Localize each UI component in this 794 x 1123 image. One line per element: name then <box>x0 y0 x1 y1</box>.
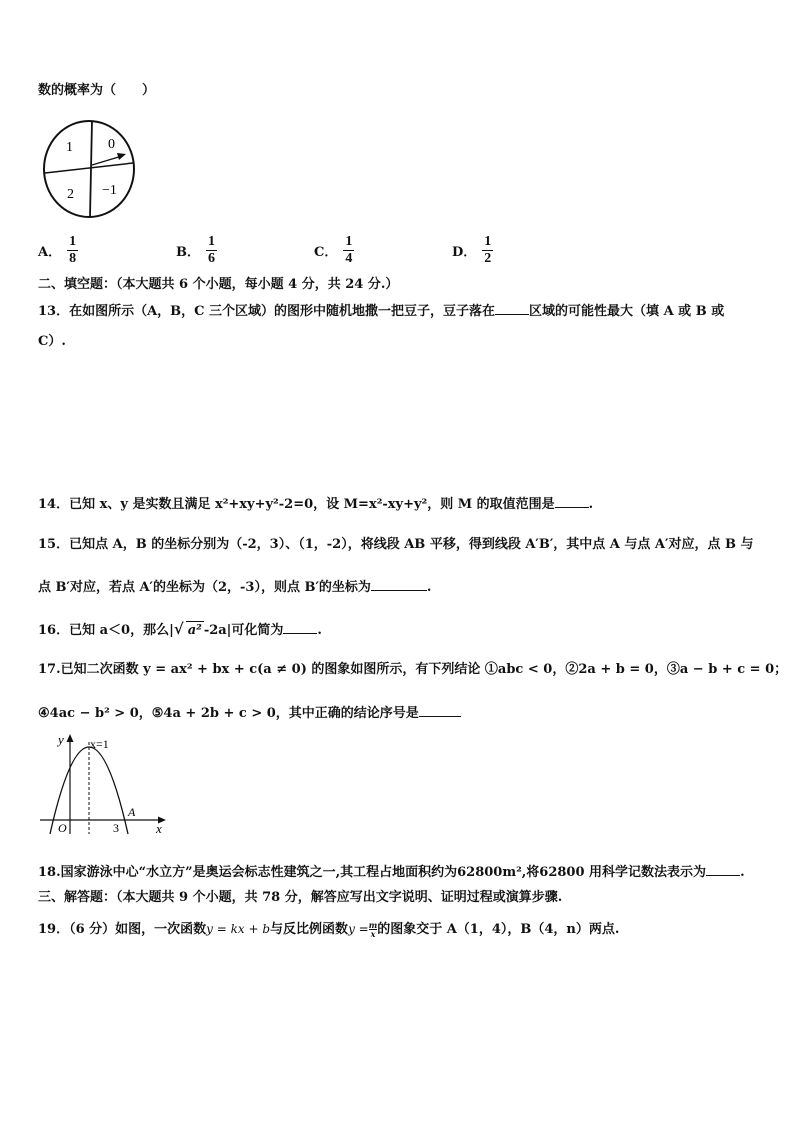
choice-c-letter: C． <box>314 245 338 260</box>
choice-a[interactable] <box>38 234 78 267</box>
spinner-label-2: 2 <box>67 187 74 202</box>
choice-a-letter: A． <box>38 245 62 260</box>
q19-text: 19．（6 分）如图，一次函数y = kx + b与反比例函数y = $\frac{m}{x}$ 的图象交于 A（1，4），B（4，n）两点. <box>38 920 620 939</box>
q17-line1: 17.已知二次函数 y = ax² + bx + c(a ≠ 0) 的图象如图所示，有下列结论 ①abc < 0，②2a + b = 0，③a − b + c = 0； <box>38 662 788 677</box>
q18-blank[interactable] <box>706 863 740 876</box>
q14-text: 14．已知 x、y 是实数且满足 x²+xy+y²-2=0，设 M=x²-xy+y²，则 M 的取值范围是 . <box>38 497 594 512</box>
section3-heading: 三、解答题：（本大题共 9 个小题，共 78 分，解答应写出文字说明、证明过程或演算步骤. <box>38 890 563 905</box>
q12-text: 数的概率为（ ） <box>38 83 156 98</box>
parabola-figure <box>36 730 170 838</box>
parabola-x-label: x <box>156 821 162 836</box>
choice-d-letter: D． <box>452 245 477 260</box>
parabola-tick-3: 3 <box>113 821 119 835</box>
choice-d-fraction: $\frac{1}{2}$ <box>484 234 492 266</box>
choice-c-fraction: $\frac{1}{4}$ <box>345 234 353 266</box>
choice-b[interactable] <box>176 234 217 267</box>
q13-line2: C）. <box>38 334 66 349</box>
q19-inverse-y: y = <box>348 922 369 936</box>
q19-inverse-fraction: $\frac{m}{x}$ <box>368 920 378 939</box>
spinner-figure <box>40 118 140 222</box>
choice-c[interactable] <box>314 234 354 267</box>
q15-blank[interactable] <box>371 578 427 591</box>
q16-sqrt-content: a² <box>187 623 202 638</box>
q17-line2: ④4ac − b² > 0，⑤4a + 2b + c > 0，其中正确的结论序号是 <box>38 704 461 723</box>
q16-blank[interactable] <box>283 621 317 634</box>
q14-blank[interactable] <box>555 495 589 508</box>
q16-text: 16．已知 a＜0，那么|√ a² -2a|可化简为 . <box>38 620 322 638</box>
spinner-label-0: 0 <box>108 137 115 152</box>
section2-heading: 二、填空题：（本大题共 6 个小题，每小题 4 分，共 24 分.） <box>38 277 399 292</box>
choice-d[interactable] <box>452 234 493 267</box>
choice-b-letter: B． <box>176 245 200 260</box>
parabola-y-label: y <box>58 732 64 747</box>
q19-linear-function: y = kx + b <box>206 922 271 936</box>
q16-sqrt-sign: √ <box>173 620 184 638</box>
spinner-label-neg1: −1 <box>102 183 117 198</box>
choice-b-fraction: $\frac{1}{6}$ <box>208 234 215 266</box>
q13-blank[interactable] <box>495 302 529 315</box>
q15-line2: 点 B′对应，若点 A′的坐标为（2，-3），则点 B′的坐标为 . <box>38 580 432 595</box>
parabola-point-a: A <box>128 805 136 819</box>
parabola-axis-label: x=1 <box>90 737 109 751</box>
q18-text: 18.国家游泳中心“水立方”是奥运会标志性建筑之一,其工程占地面积约为62800m²,将62800 用科学记数法表示为 . <box>38 865 745 880</box>
q13-line1: 13．在如图所示（A，B，C 三个区域）的图形中随机地撒一把豆子，豆子落在 区域的可能性最大（填 A 或 B 或 <box>38 304 725 319</box>
choice-a-fraction: $\frac{1}{8}$ <box>69 234 77 266</box>
q15-line1: 15．已知点 A，B 的坐标分别为（-2，3）、（1，-2），将线段 AB 平移，得到线段 A′B′，其中点 A 与点 A′对应，点 B 与 <box>38 537 754 552</box>
q17-blank[interactable] <box>419 704 461 717</box>
spinner-label-1: 1 <box>66 140 73 155</box>
parabola-origin: O <box>58 821 67 835</box>
